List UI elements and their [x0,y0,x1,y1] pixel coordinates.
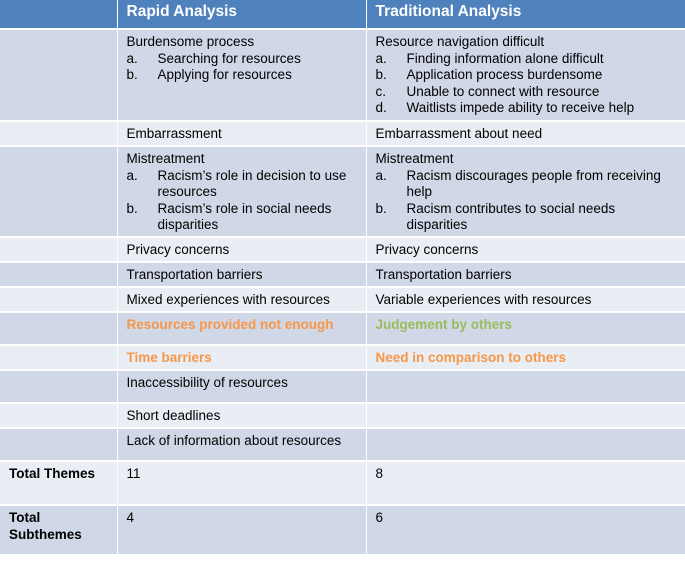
subtheme-marker: a. [375,50,387,66]
table-row [0,403,685,428]
subtheme-marker: d. [375,100,387,115]
traditional-cell-highlighted: Judgement by others [366,312,685,345]
row-label-empty [0,370,117,403]
total-themes-label: Total Themes [0,461,117,505]
table-row [0,312,685,345]
rapid-cell: Embarrassment [117,121,366,146]
traditional-cell [366,428,685,461]
subtheme-item [127,201,360,234]
header-rapid-analysis: Rapid Analysis [117,0,366,29]
traditional-cell [366,370,685,403]
theme-title: Resource navigation difficult [375,34,545,49]
traditional-cell: Embarrassment about need [366,121,685,146]
subtheme-marker: b. [126,200,138,216]
row-label-empty [0,403,117,428]
total-themes-traditional: 8 [366,461,685,505]
row-label-empty [0,287,117,312]
rapid-cell: Transportation barriers [117,262,366,287]
subtheme-text: Waitlists impede ability to receive help [406,100,635,115]
theme-title: Mistreatment [126,151,205,166]
traditional-cell-highlighted: Need in comparison to others [366,345,685,370]
table-row [0,29,685,121]
rapid-cell: Lack of information about resources [117,428,366,461]
subtheme-marker: b. [126,67,138,82]
rapid-cell-highlighted: Time barriers [117,345,366,370]
rapid-cell [117,146,366,237]
subtheme-marker: b. [375,67,387,82]
row-label-empty [0,312,117,345]
subtheme-item [127,67,360,84]
rapid-cell: Inaccessibility of resources [117,370,366,403]
total-themes-row [0,461,685,505]
subtheme-text: Finding information alone difficult [406,50,604,66]
traditional-cell [366,29,685,121]
rapid-cell-highlighted: Resources provided not enough [117,312,366,345]
row-label-empty [0,29,117,121]
subtheme-text: Application process burdensome [406,67,603,82]
subtheme-item [376,67,679,84]
traditional-cell: Transportation barriers [366,262,685,287]
subtheme-marker: a. [126,167,138,183]
table-row [0,262,685,287]
traditional-cell [366,146,685,237]
subtheme-text: Unable to connect with resource [406,83,600,99]
theme-title: Mistreatment [375,151,454,166]
header-blank [0,0,117,29]
row-label-empty [0,428,117,461]
table-row [0,146,685,237]
subtheme-text: Racism’s role in decision to use resources [157,167,347,199]
row-label-empty [0,345,117,370]
subtheme-text: Searching for resources [157,50,301,66]
total-subthemes-row [0,505,685,555]
subtheme-text: Racism contributes to social needs disparities [406,200,616,232]
subtheme-item [376,51,679,68]
row-label-empty [0,121,117,146]
subtheme-item [127,168,360,201]
header-traditional-analysis: Traditional Analysis [366,0,685,29]
subtheme-text: Racism’s role in social needs disparities [157,200,332,232]
total-subthemes-traditional: 6 [366,505,685,555]
traditional-cell: Variable experiences with resources [366,287,685,312]
table-row [0,370,685,403]
header-row [0,0,685,29]
row-label-empty [0,262,117,287]
rapid-cell: Mixed experiences with resources [117,287,366,312]
theme-title: Burdensome process [126,34,255,49]
total-themes-rapid: 11 [117,461,366,505]
table-row [0,345,685,370]
rapid-cell: Short deadlines [117,403,366,428]
total-subthemes-label: Total Subthemes [0,505,117,555]
total-subthemes-rapid: 4 [117,505,366,555]
table-row [0,237,685,262]
subtheme-marker: b. [375,200,387,216]
subtheme-item [376,84,679,101]
traditional-cell: Privacy concerns [366,237,685,262]
row-label-empty [0,146,117,237]
rapid-cell [117,29,366,121]
subtheme-item [376,168,679,201]
subtheme-item [376,201,679,234]
rapid-cell: Privacy concerns [117,237,366,262]
table-row [0,121,685,146]
table-row [0,428,685,461]
subtheme-item [376,100,679,117]
table-row [0,287,685,312]
subtheme-text: Racism discourages people from receiving help [406,167,661,199]
row-label-empty [0,237,117,262]
subtheme-text: Applying for resources [157,67,292,82]
subtheme-item [127,51,360,68]
subtheme-marker: a. [126,50,138,66]
subtheme-marker: c. [375,83,387,99]
traditional-cell [366,403,685,428]
subtheme-marker: a. [375,167,387,183]
